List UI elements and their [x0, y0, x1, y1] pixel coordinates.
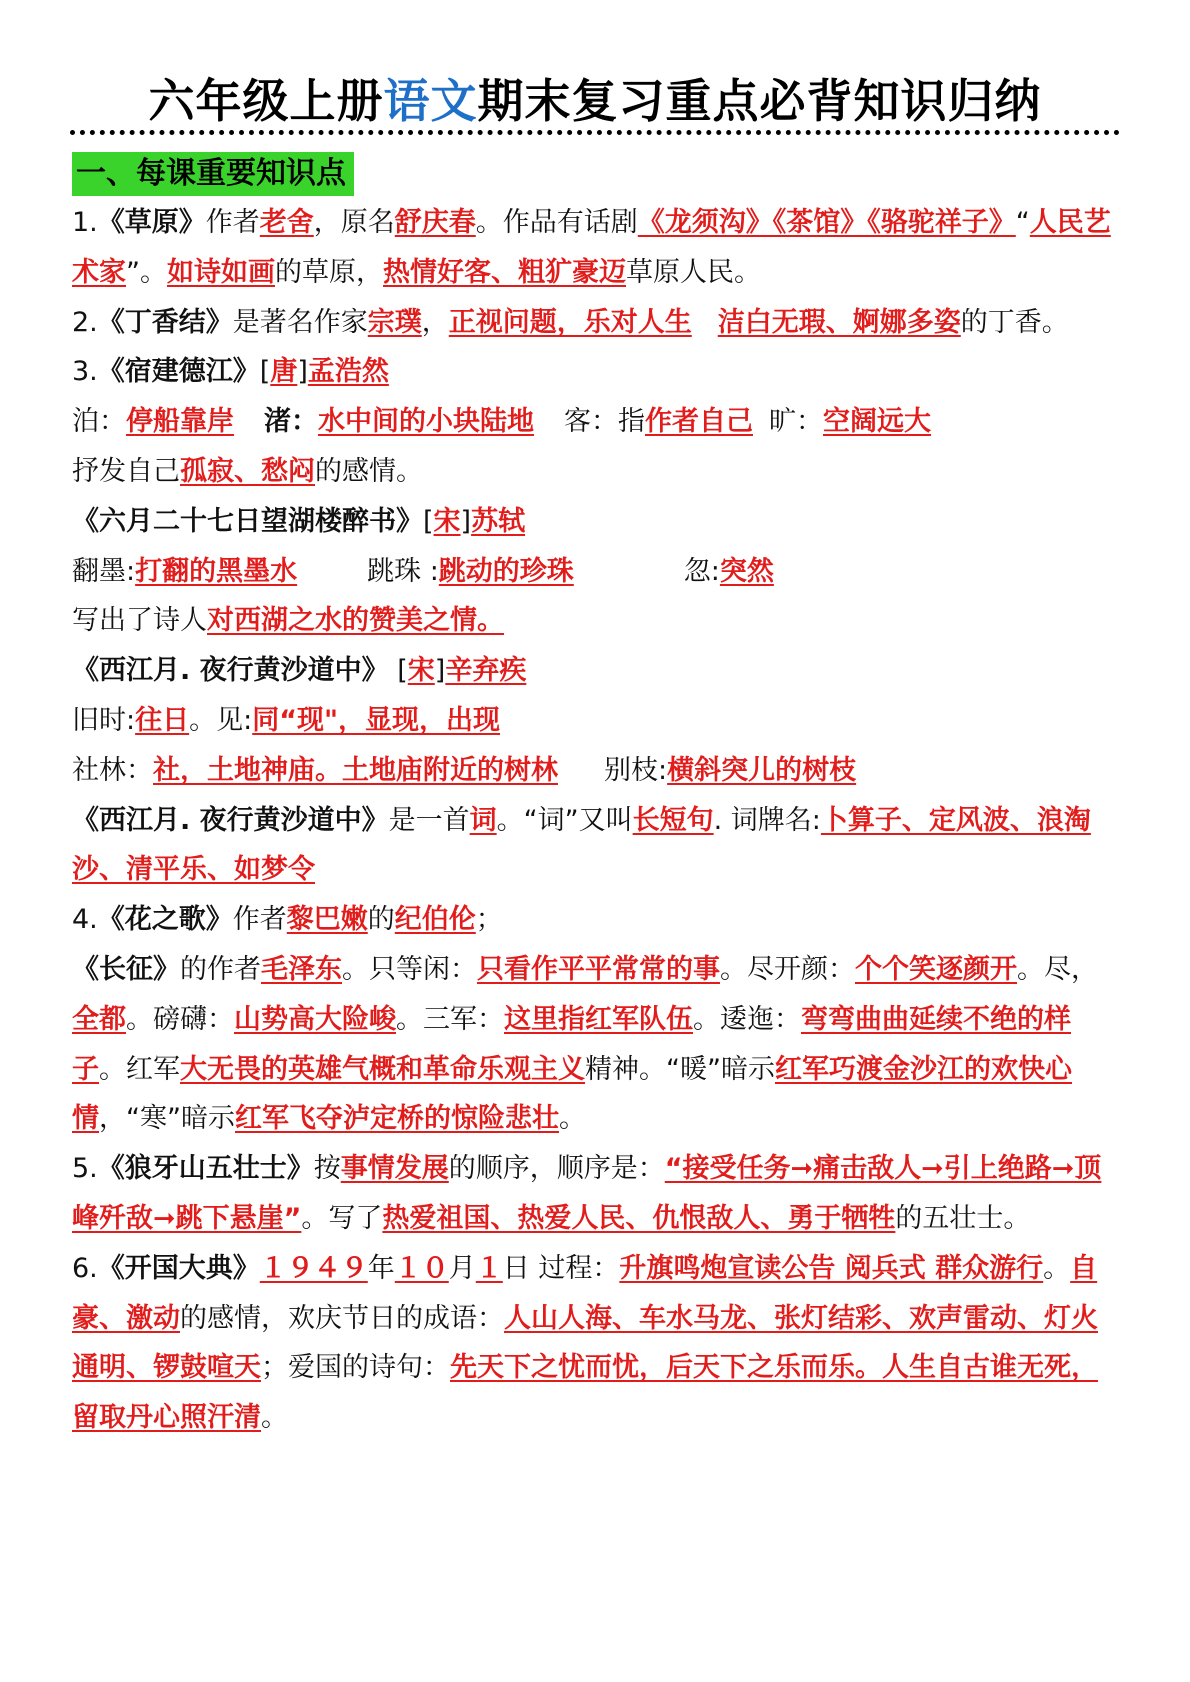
- item-3-sujiandejiang: [72, 347, 1120, 397]
- text: [: [259, 356, 271, 388]
- work-title: 《长征》: [72, 953, 180, 985]
- item-3c-glossary-1: [72, 696, 1120, 746]
- text: 日 过程：: [502, 1252, 620, 1284]
- item-number: 6.: [72, 1252, 98, 1284]
- answer: 横斜突儿的树枝: [667, 754, 857, 786]
- text: 作者: [232, 904, 287, 936]
- answer: 红军巧渡金沙江的欢快心情: [72, 1053, 1072, 1135]
- answer: 升旗鸣炮宣读公告 阅兵式 群众游行: [619, 1252, 1044, 1284]
- answer: 辛弃疾: [445, 655, 527, 687]
- answer: 舒庆春: [394, 207, 476, 238]
- answer: 山势高大险峻: [234, 1003, 396, 1035]
- answer: 停船靠岸: [126, 406, 234, 438]
- title-accent: 语文: [383, 74, 478, 128]
- text: 年: [367, 1252, 395, 1284]
- item-4-huazhige: [72, 895, 1120, 945]
- answer: 纪伯伦: [394, 904, 476, 936]
- answer: 如诗如画: [167, 256, 275, 288]
- answer: 唐: [270, 356, 298, 388]
- term: 社林：: [72, 754, 153, 786]
- text: 的五壮士。: [895, 1202, 1031, 1234]
- text: 。红军: [99, 1053, 180, 1085]
- answer: 作者自己: [645, 406, 753, 438]
- text: 草原人民。: [626, 256, 761, 288]
- work-title: 《花之歌》: [97, 904, 233, 936]
- text: ，原名: [313, 207, 395, 238]
- answer: 自豪、激动: [72, 1252, 1098, 1334]
- term: 旧时:: [72, 704, 136, 736]
- text: [: [423, 505, 434, 537]
- answer: 孤寂、愁闷: [180, 455, 315, 487]
- term: 。逶迤：: [693, 1003, 801, 1035]
- answer: 同“现"，显现，出现: [252, 704, 501, 736]
- text: 的作者: [180, 953, 261, 985]
- answer: 毛泽东: [261, 953, 342, 985]
- text: 的感情。: [315, 455, 423, 487]
- text: 是一首: [388, 804, 470, 836]
- title-part-2: 期末复习重点必背知识归纳: [477, 74, 1042, 128]
- answer: 热情好客、粗犷豪迈: [383, 256, 626, 288]
- text: ]: [460, 505, 472, 537]
- term: 跳珠 :: [367, 555, 439, 587]
- item-3b-feeling: [72, 596, 1120, 646]
- term: 泊：: [72, 406, 126, 438]
- answer: 突然: [719, 555, 774, 587]
- section-heading: 一、每课重要知识点: [72, 152, 354, 196]
- answer: 《龙须沟》《茶馆》《骆驼祥子》: [637, 207, 1016, 238]
- term: 旷：: [769, 406, 823, 438]
- answer: 这里指红军队伍: [504, 1003, 693, 1035]
- item-5-langyashan: [72, 1144, 1120, 1244]
- text: ]: [434, 655, 446, 687]
- item-3c-glossary-2: [72, 746, 1120, 796]
- item-6-kaiguodadian: [72, 1244, 1120, 1443]
- answer: 人民艺术家: [72, 207, 1111, 288]
- item-3c-cipaiming: [72, 796, 1120, 896]
- answer: 大无畏的英雄气概和革命乐观主义: [180, 1053, 585, 1085]
- item-number: 2.: [72, 306, 98, 338]
- answer: 正视问题，乐对人生: [448, 306, 692, 338]
- text: [: [388, 655, 408, 687]
- text: “: [1015, 207, 1030, 238]
- text: 。: [558, 1103, 586, 1135]
- answer: 长短句: [632, 804, 714, 836]
- answer: 热爱祖国、热爱人民、仇恨敌人、勇于牺牲: [382, 1202, 896, 1234]
- answer: 红军飞夺泸定桥的惊险悲壮: [234, 1103, 559, 1135]
- item-number: 1.: [72, 207, 98, 238]
- term: 。磅礴：: [126, 1003, 234, 1035]
- text: ]: [297, 356, 308, 388]
- answer: 打翻的黑墨水: [135, 555, 298, 587]
- answer: １０: [394, 1252, 449, 1284]
- work-title: 《宿建德江》: [97, 356, 260, 388]
- text: 。写了: [301, 1202, 383, 1234]
- answer: 词: [469, 804, 497, 836]
- answer: 孟浩然: [307, 356, 389, 388]
- text: ；爱国的诗句：: [261, 1352, 450, 1384]
- term: 翻墨:: [72, 555, 136, 587]
- work-title: 《西江月. 夜行黄沙道中》: [72, 655, 389, 687]
- text: ；: [475, 904, 503, 936]
- item-3b-glossary: [72, 547, 1120, 597]
- answer: 先天下之忧而忧，后天下之乐而乐。人生自古谁无死，留取丹心照汗清: [72, 1352, 1098, 1434]
- text: 的感情，欢庆节日的成语：: [180, 1302, 504, 1334]
- answer: 弯弯曲曲延续不绝的样子: [72, 1003, 1071, 1085]
- term: 别枝:: [604, 754, 668, 786]
- page-title: [70, 66, 1120, 136]
- item-number: 5.: [72, 1153, 98, 1185]
- dotted-divider: [70, 130, 1120, 135]
- answer: 对西湖之水的赞美之情。: [207, 605, 504, 637]
- answer: 卜算子、定风波、浪淘沙、清平乐、如梦令: [72, 804, 1091, 886]
- work-title: 《狼牙山五壮士》: [97, 1153, 314, 1185]
- text: 精神。“暖”暗示: [585, 1053, 775, 1085]
- text: 写出了诗人: [72, 605, 207, 637]
- item-3-feeling: [72, 447, 1120, 497]
- work-title: 《西江月. 夜行黄沙道中》: [72, 804, 389, 836]
- term: 客：指: [564, 406, 645, 438]
- item-1-caoyuan: [72, 198, 1120, 298]
- work-title: 《草原》: [97, 207, 206, 238]
- term: 。尽开颜：: [720, 953, 855, 985]
- answer: 人山人海、车水马龙、张灯结彩、欢声雷动、灯火通明、锣鼓喧天: [72, 1302, 1098, 1384]
- answer: 黎巴嫩: [286, 904, 368, 936]
- text: 月: [448, 1252, 476, 1284]
- answer: “接受任务➞痛击敌人➞引上绝路➞顶峰歼敌➞跳下悬崖”: [72, 1153, 1102, 1234]
- work-title: 《六月二十七日望湖楼醉书》: [72, 505, 423, 537]
- text: 的: [367, 904, 395, 936]
- text: 的顺序，顺序是：: [448, 1153, 665, 1185]
- term: 。只等闲：: [342, 953, 477, 985]
- term: 忽:: [683, 555, 720, 587]
- answer: 只看作平平常常的事: [477, 953, 720, 985]
- item-3b-wanghulou: [72, 497, 1120, 547]
- answer: 事情发展: [340, 1153, 449, 1185]
- answer: 宗璞: [367, 306, 422, 338]
- answer: 水中间的小块陆地: [318, 406, 534, 438]
- work-title: 《开国大典》: [97, 1252, 260, 1284]
- answer: 宋: [407, 655, 435, 687]
- text: 作者: [205, 207, 260, 238]
- answer: 往日: [135, 704, 190, 736]
- item-3-glossary: [72, 397, 1120, 447]
- answer: 空阔远大: [823, 406, 931, 438]
- term: 渚：: [264, 406, 318, 438]
- item-2-dingxiangjie: [72, 298, 1120, 348]
- text: ，“寒”暗示: [99, 1103, 235, 1135]
- work-title: 《丁香结》: [97, 306, 233, 338]
- item-number: 3.: [72, 356, 98, 388]
- term: 。尽，: [1017, 953, 1098, 985]
- text: 。: [261, 1402, 288, 1434]
- answer: 跳动的珍珠: [438, 555, 574, 587]
- text: 。作品有话剧: [475, 207, 638, 238]
- text: 是著名作家: [232, 306, 368, 338]
- text: 抒发自己: [72, 455, 180, 487]
- answer: 社，土地神庙。土地庙附近的树林: [153, 754, 558, 786]
- title-part-1: 六年级上册: [148, 74, 384, 128]
- document-body: [72, 198, 1120, 1443]
- answer: 苏轼: [471, 505, 526, 537]
- text: ，: [421, 306, 449, 338]
- text: ”。: [126, 256, 167, 288]
- answer: 洁白无瑕、婀娜多姿: [717, 306, 961, 338]
- term: 。三军：: [396, 1003, 504, 1035]
- text: 。: [1043, 1252, 1071, 1284]
- answer: １: [475, 1252, 503, 1284]
- text: . 词牌名:: [713, 804, 821, 836]
- item-4-changzheng: [72, 945, 1120, 1144]
- answer: 个个笑逐颜开: [855, 953, 1017, 985]
- text: 的草原，: [275, 256, 383, 288]
- term: 。见:: [189, 704, 253, 736]
- text: 按: [313, 1153, 341, 1185]
- item-3c-xijiangyue: [72, 646, 1120, 696]
- text: 的丁香。: [960, 306, 1069, 338]
- answer: 全都: [72, 1003, 126, 1035]
- answer: 宋: [433, 505, 461, 537]
- answer: 老舍: [259, 207, 314, 238]
- text: 。“词”又叫: [496, 804, 633, 836]
- answer: １９４９: [259, 1252, 368, 1284]
- item-number: 4.: [72, 904, 98, 936]
